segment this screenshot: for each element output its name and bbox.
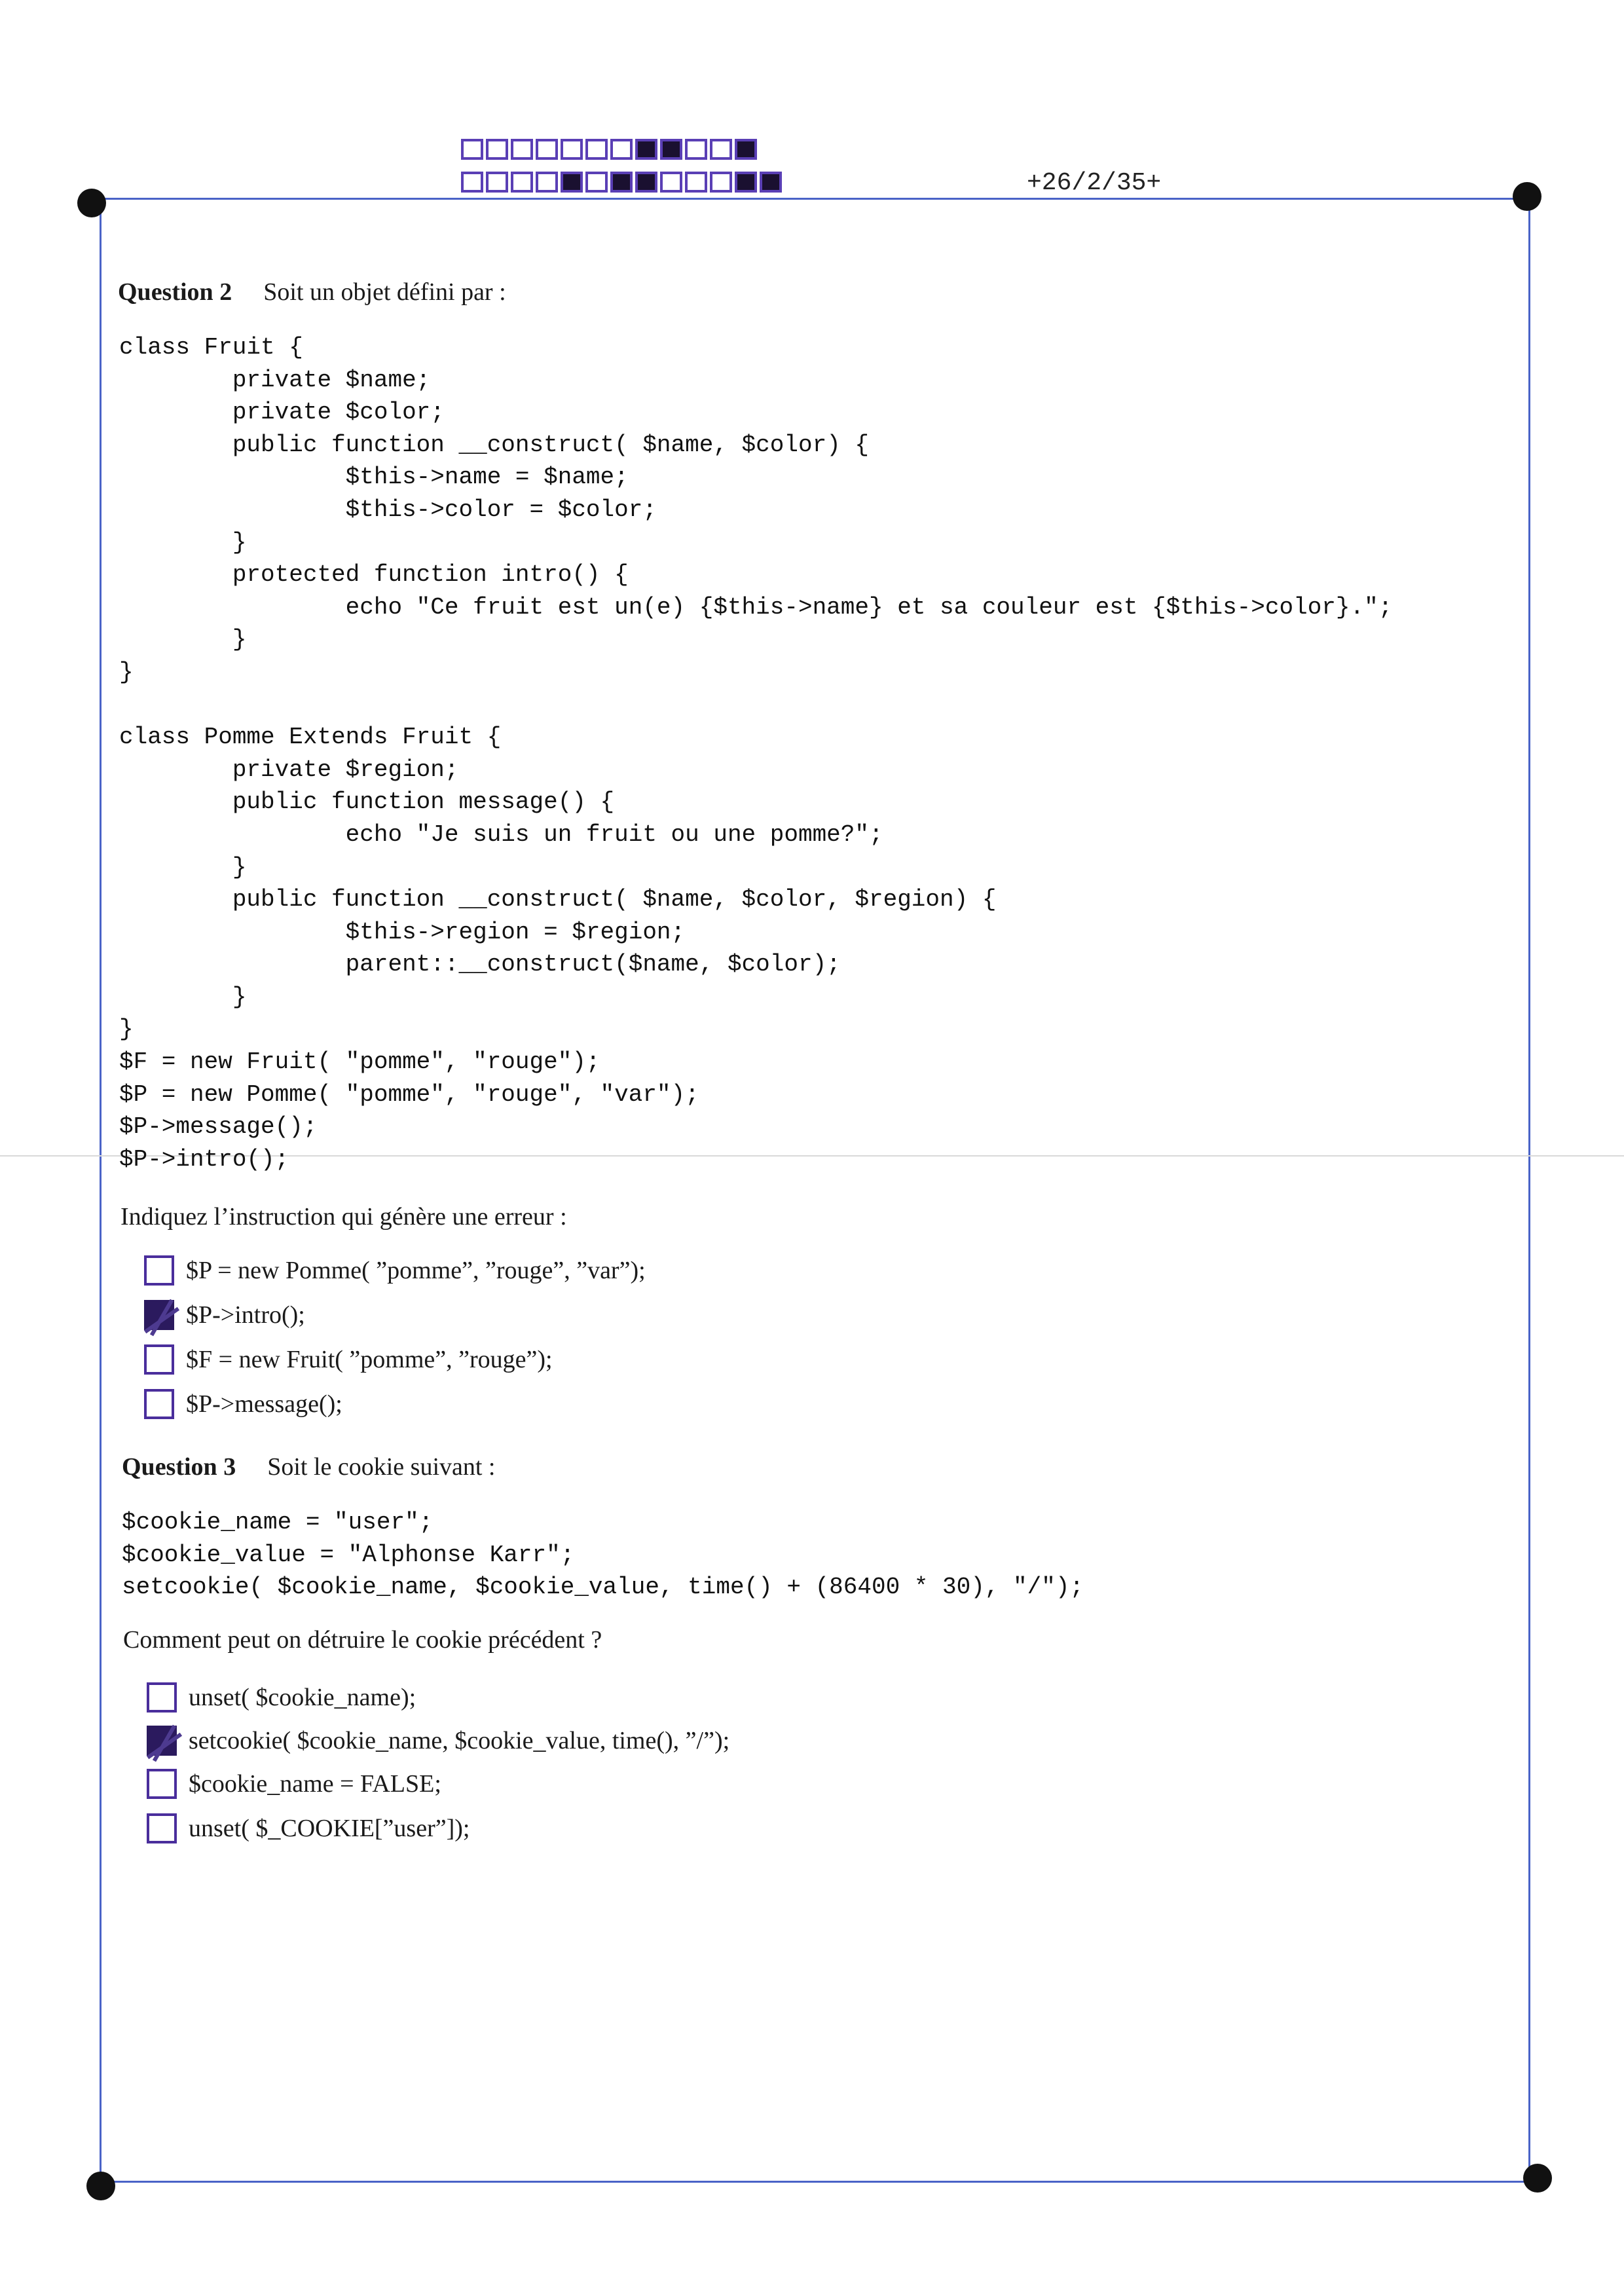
code-cell xyxy=(610,172,633,193)
q2-choice-1[interactable] xyxy=(144,1253,646,1287)
code-cell xyxy=(635,139,657,160)
q2-choice-3[interactable] xyxy=(144,1342,553,1377)
code-cell xyxy=(461,172,483,193)
exam-id: +26/2/35+ xyxy=(1027,169,1162,197)
q3-choice-4-label: unset( $_COOKIE[”user”]); xyxy=(189,1815,470,1842)
q2-choice-2-checkbox[interactable] xyxy=(144,1300,174,1330)
q3-choice-2[interactable] xyxy=(147,1724,729,1758)
frame-left xyxy=(100,199,101,2181)
code-cell xyxy=(735,172,757,193)
code-cell xyxy=(610,139,633,160)
question-2-title xyxy=(118,278,506,306)
corner-dot-top-left xyxy=(77,189,106,217)
q3-choice-1-checkbox[interactable] xyxy=(147,1682,177,1713)
code-cell xyxy=(735,139,757,160)
q2-choice-4-label: $P->message(); xyxy=(186,1390,342,1418)
code-cell xyxy=(760,172,782,193)
code-cell xyxy=(660,139,682,160)
question-3-intro: Soit le cookie suivant : xyxy=(267,1453,496,1481)
corner-dot-bottom-left xyxy=(86,2172,115,2200)
question-2-prompt: Indiquez l’instruction qui génère une erreur : xyxy=(120,1203,567,1231)
q2-choice-1-checkbox[interactable] xyxy=(144,1255,174,1286)
code-cell xyxy=(585,172,608,193)
q3-choice-4-checkbox[interactable] xyxy=(147,1813,177,1843)
frame-top xyxy=(92,198,1528,200)
q2-choice-1-label: $P = new Pomme( ”pomme”, ”rouge”, ”var”); xyxy=(186,1257,646,1284)
code-cell xyxy=(685,139,707,160)
code-cell xyxy=(561,172,583,193)
q3-choice-1[interactable] xyxy=(147,1680,416,1714)
q3-choice-3-label: $cookie_name = FALSE; xyxy=(189,1770,441,1798)
q3-choice-4[interactable] xyxy=(147,1811,470,1845)
code-cell xyxy=(486,139,508,160)
code-cell xyxy=(511,139,533,160)
question-3-code: $cookie_name = "user"; $cookie_value = "Alphonse Karr"; setcookie( $cookie_name, $cookie_value, time() + (86400 * 30), "/"); xyxy=(122,1509,1084,1601)
question-3-prompt: Comment peut on détruire le cookie précédent ? xyxy=(123,1626,602,1654)
frame-right xyxy=(1528,198,1530,2179)
code-cell xyxy=(660,172,682,193)
q3-choice-1-label: unset( $cookie_name); xyxy=(189,1684,416,1711)
frame-bottom xyxy=(101,2181,1538,2183)
code-cell xyxy=(710,139,732,160)
question-2-label: Question 2 xyxy=(118,278,232,306)
code-cell xyxy=(685,172,707,193)
code-cell xyxy=(486,172,508,193)
code-strip-2 xyxy=(461,172,784,193)
corner-dot-top-right xyxy=(1513,182,1541,211)
code-cell xyxy=(561,139,583,160)
question-3-label: Question 3 xyxy=(122,1453,236,1481)
code-strip-1 xyxy=(461,139,760,160)
q2-choice-4-checkbox[interactable] xyxy=(144,1389,174,1419)
code-cell xyxy=(461,139,483,160)
question-2-intro: Soit un objet défini par : xyxy=(263,278,506,306)
q2-choice-2-label: $P->intro(); xyxy=(186,1301,305,1329)
q3-choice-2-checkbox[interactable] xyxy=(147,1726,177,1756)
code-cell xyxy=(585,139,608,160)
q2-choice-3-checkbox[interactable] xyxy=(144,1344,174,1375)
q2-choice-4[interactable] xyxy=(144,1387,342,1421)
code-cell xyxy=(536,172,558,193)
code-cell xyxy=(536,139,558,160)
code-cell xyxy=(635,172,657,193)
q3-choice-2-label: setcookie( $cookie_name, $cookie_value, time(), ”/”); xyxy=(189,1727,730,1754)
corner-dot-bottom-right xyxy=(1523,2164,1552,2193)
question-3-title xyxy=(122,1453,496,1481)
q2-choice-3-label: $F = new Fruit( ”pomme”, ”rouge”); xyxy=(186,1346,553,1373)
q2-choice-2[interactable] xyxy=(144,1298,305,1332)
q3-choice-3[interactable] xyxy=(147,1767,441,1801)
question-2-code: class Fruit { private $name; private $color; public function __construct( $name, $color) { $this->name = $name; $this->color = $color; } protected function intro() { echo "Ce fruit est un(e) {$this->name} et sa couleur est {$this->color}."; } } class Pomme Extends Fruit { private $region; public function message() { echo "Je suis un fruit ou une pomme?"; } public function __construct( $name, $color, $region) { $this->region = $region; parent::__construct($name, $color); } } $F = new Fruit( "pomme", "rouge"); $P = new Pomme( "pomme", "rouge", "var"); $P->message(); $P->intro(); xyxy=(119,334,1393,1173)
q3-choice-3-checkbox[interactable] xyxy=(147,1769,177,1799)
code-cell xyxy=(511,172,533,193)
code-cell xyxy=(710,172,732,193)
